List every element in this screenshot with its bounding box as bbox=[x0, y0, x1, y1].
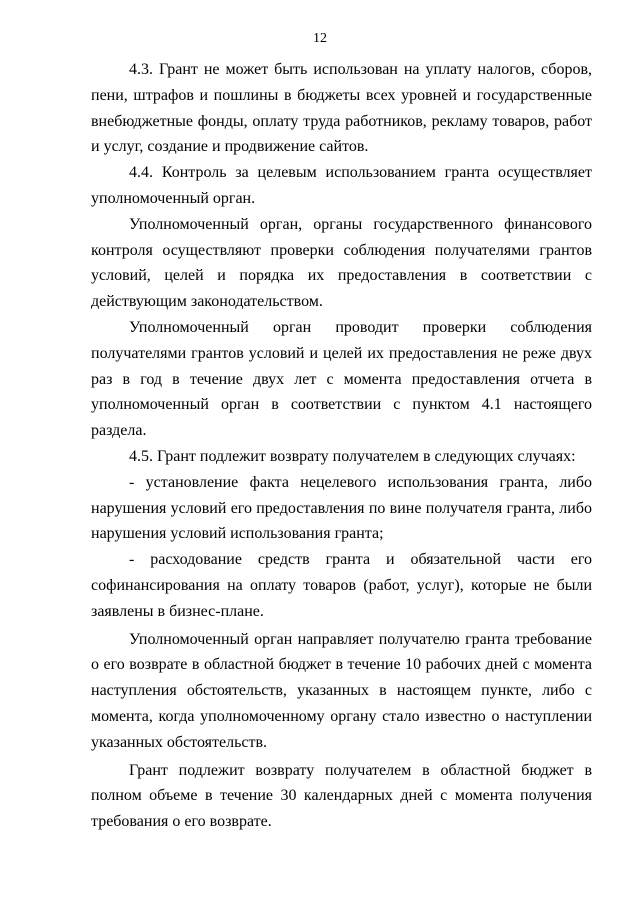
list-item-unplanned-spending: - расходование средств гранта и обязательной части его софинансирования на оплату товаров (работ, услуг), которые не были заявлены в бизнес-плане. bbox=[91, 551, 592, 620]
page-number: 12 bbox=[313, 31, 327, 46]
paragraph-4-3: 4.3. Грант не может быть использован на уплату налогов, сборов, пени, штрафов и пошлины в бюджеты всех уровней и государственные внебюджетные фонды, оплату труда работников, рекламу товаров, работ и услуг, создание и продвижение сайтов. bbox=[91, 61, 592, 156]
paragraph-4-5: 4.5. Грант подлежит возврату получателем в следующих случаях: bbox=[129, 447, 576, 465]
paragraph-return-deadline: Грант подлежит возврату получателем в областной бюджет в полном объеме в течение 30 календарных дней с момента получения требования о его возврате. bbox=[91, 761, 592, 831]
paragraph-control-bodies: Уполномоченный орган, органы государственного финансового контроля осуществляют проверки соблюдения получателями грантов условий, целей и порядка их предоставления в соответствии с действующим законодательством. bbox=[91, 215, 592, 311]
paragraph-4-4: 4.4. Контроль за целевым использованием гранта осуществляет уполномоченный орган. bbox=[91, 164, 592, 207]
paragraph-return-demand: Уполномоченный орган направляет получателю гранта требование о его возврате в областной бюджет в течение 10 рабочих дней с момента наступления обстоятельств, указанных в настоящем пункте, либо с момента, когда уполномоченному органу стало известно о наступлении указанных обстоятельств. bbox=[91, 630, 592, 751]
list-item-misuse: - установление факта нецелевого использования гранта, либо нарушения условий его предоставления по вине получателя гранта, либо нарушения условий использования гранта; bbox=[91, 473, 592, 543]
paragraph-inspection-frequency: Уполномоченный орган проводит проверки соблюдения получателями грантов условий и целей их предоставления не реже двух раз в год в течение двух лет с момента предоставления отчета в уполномоченный орган в соответствии с пунктом 4.1 настоящего раздела. bbox=[91, 318, 592, 440]
document-body bbox=[91, 57, 592, 835]
